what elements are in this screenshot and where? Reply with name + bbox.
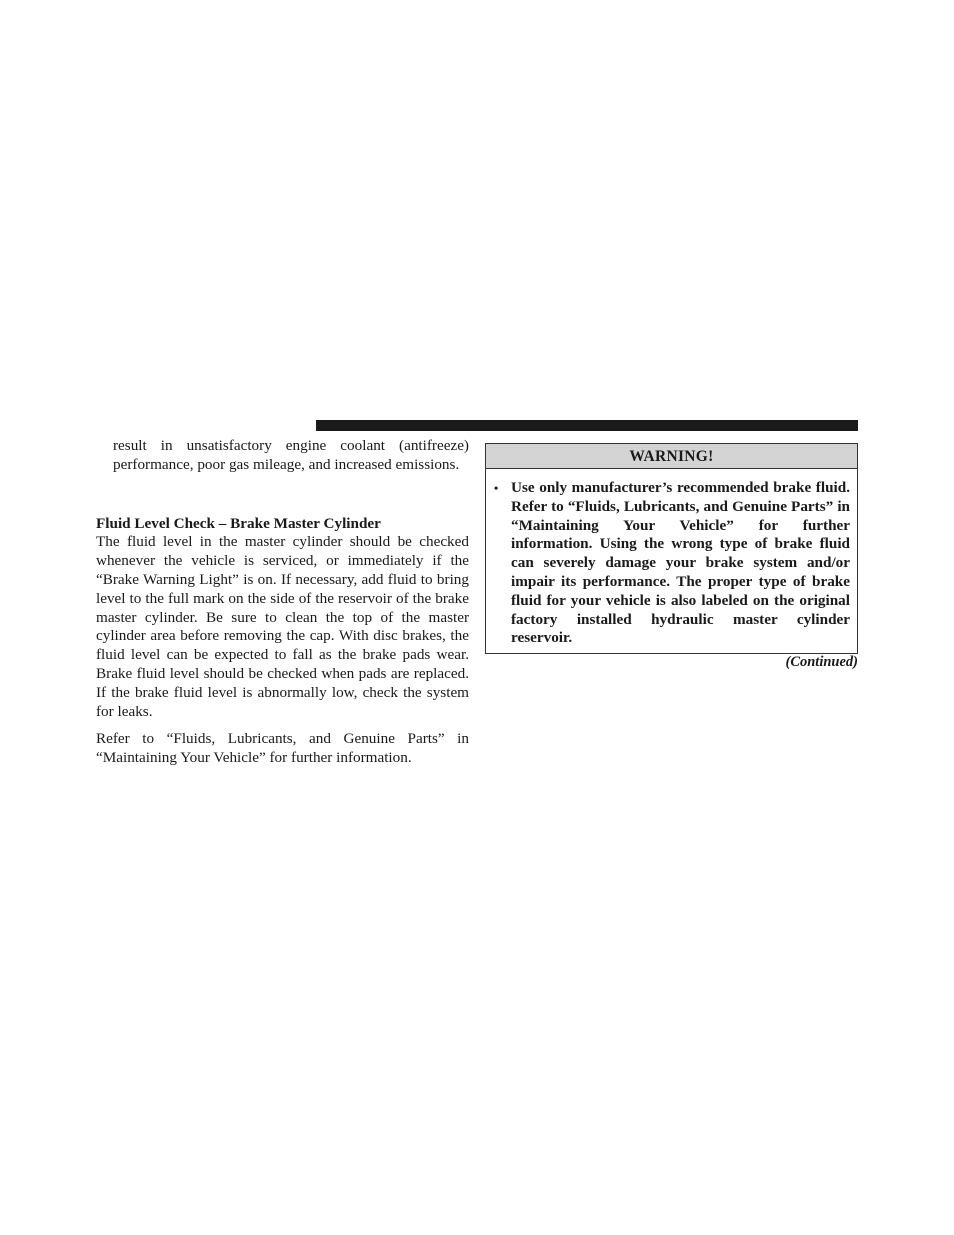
- continued-label: (Continued): [785, 654, 858, 670]
- section-heading: Fluid Level Check – Brake Master Cylinder: [96, 514, 381, 532]
- warning-list-item: [494, 479, 850, 648]
- warning-text: Use only manufacturer’s recommended brake fluid. Refer to “Fluids, Lubricants, and Genuine Parts” in “Maintaining Your Vehicle” for further information. Using the wrong type of brake fluid can severely damage your brake system and/or impair its performance. The proper type of brake fluid for your vehicle is also labeled on the original factory installed hydraulic master cylinder reservoir.: [511, 479, 850, 647]
- header-rule-bar: [316, 420, 858, 431]
- warning-title: WARNING!: [486, 444, 857, 469]
- body-paragraph-2: Refer to “Fluids, Lubricants, and Genuine Parts” in “Maintaining Your Vehicle” for further information.: [96, 730, 469, 767]
- body-paragraph-1: The fluid level in the master cylinder should be checked whenever the vehicle is serviced, or immediately if the “Brake Warning Light” is on. If necessary, add fluid to bring level to the full mark on the side of the reservoir of the brake master cylinder. Be sure to clean the top of the master cylinder area before removing the cap. With disc brakes, the fluid level can be expected to fall as the brake pads wear. Brake fluid level should be checked when pads are replaced. If the brake fluid level is abnormally low, check the system for leaks.: [96, 533, 469, 720]
- left-column: [96, 437, 469, 768]
- warning-list: [486, 469, 857, 648]
- bullet-icon: •: [494, 481, 499, 495]
- continuation-paragraph: result in unsatisfactory engine coolant (antifreeze) performance, poor gas mileage, and increased emissions.: [113, 437, 469, 473]
- warning-box: [485, 443, 858, 654]
